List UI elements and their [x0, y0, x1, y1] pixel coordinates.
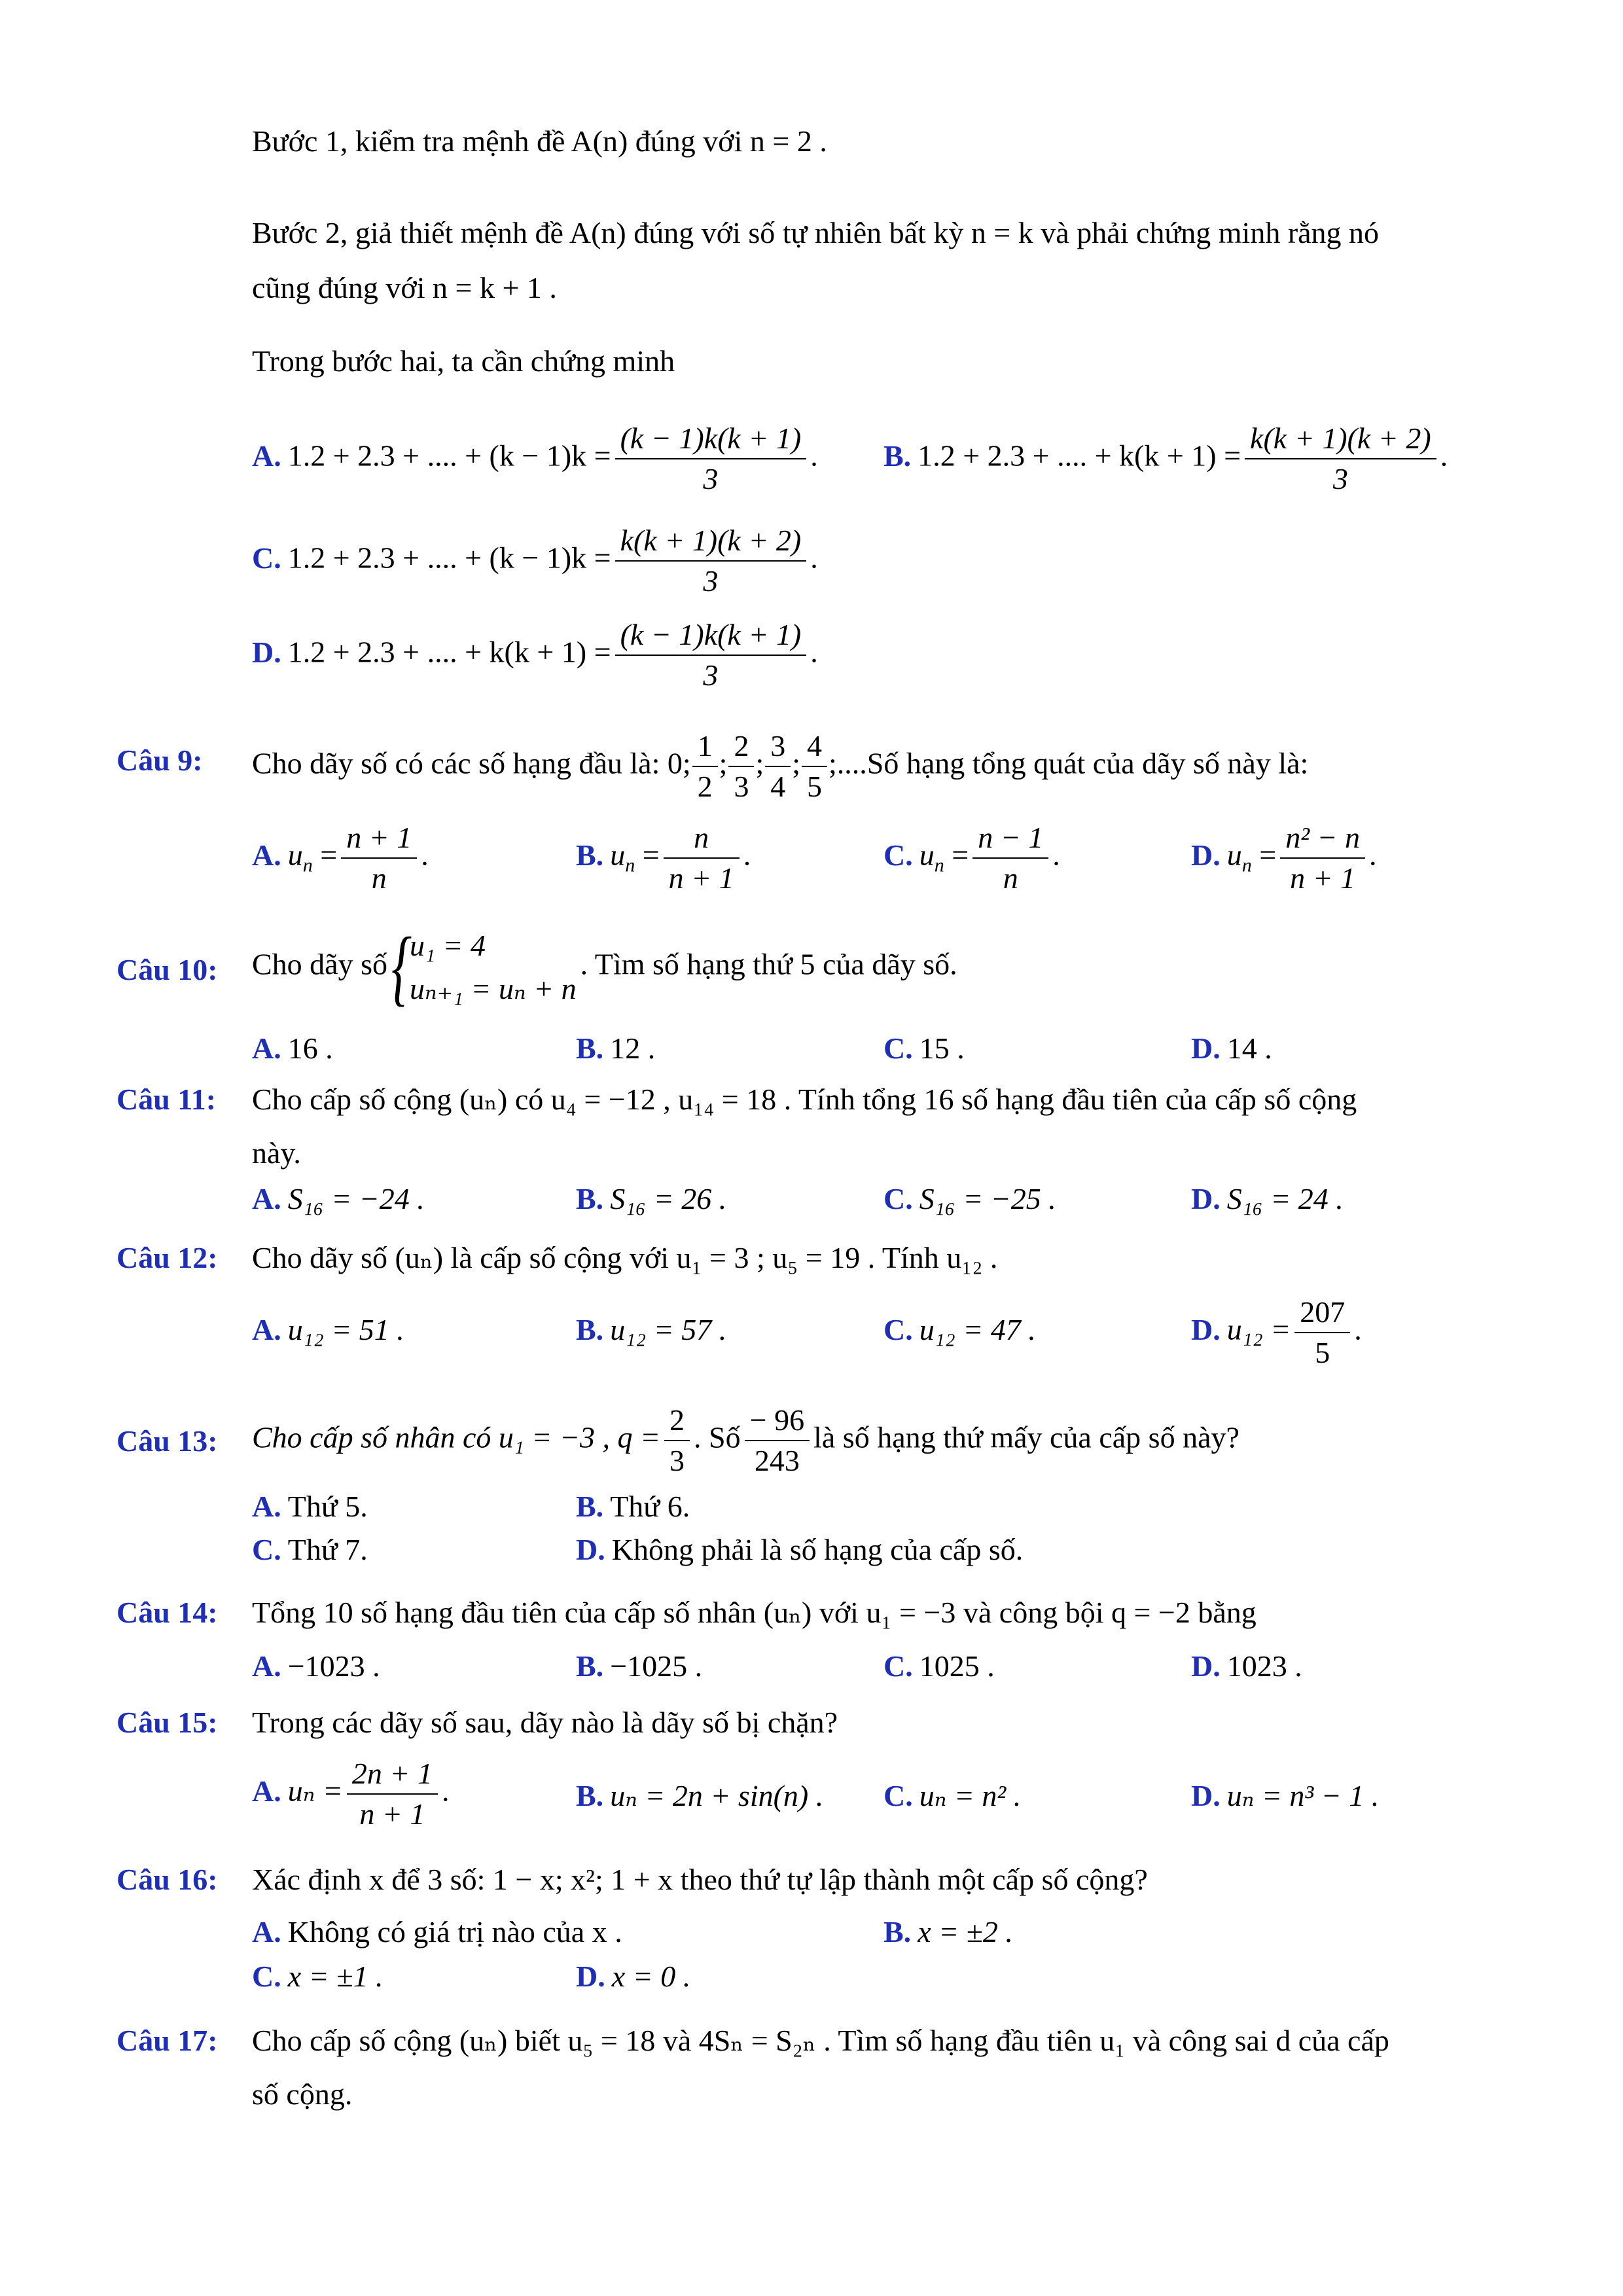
q14-option-c: C. 1025 . — [883, 1649, 995, 1683]
q11-number: Câu 11: — [116, 1083, 217, 1116]
q10-text: Cho dãy số { u₁ = 4 uₙ₊₁ = uₙ + n . Tìm số hạng thứ 5 của dãy số. — [252, 920, 957, 1014]
q15-option-a: A. uₙ = $\frac{2n + 1}{n + 1}$ . — [252, 1754, 449, 1834]
q9-number: Câu 9: — [116, 744, 203, 777]
q9-option-c: C. $u_n$ = $\frac{n - 1}{n}$ . — [883, 818, 1060, 898]
q8-option-a: A. 1.2 + 2.3 + .... + (k − 1)k = $\frac{(k - 1)k(k + 1)}{3}$ . — [252, 419, 818, 499]
q14-option-a: A. −1023 . — [252, 1649, 380, 1683]
q9-text: Cho dãy số có các số hạng đầu là: 0; $\frac{1}{2}$ ; $\frac{2}{3}$ ; $\frac{3}{4}$ ; $\frac{4}{5}$ ;....Số hạng tổng quát của dãy số này là: — [252, 726, 1308, 806]
q14-option-b: B. −1025 . — [576, 1649, 703, 1683]
q16-option-c: C. x = ±1 . — [252, 1960, 383, 1993]
q16-option-d: D. x = 0 . — [576, 1960, 691, 1993]
q10-option-a: A. 16 . — [252, 1031, 333, 1065]
q15-number: Câu 15: — [116, 1706, 218, 1739]
q8-option-c: C. 1.2 + 2.3 + .... + (k − 1)k = $\frac{k(k + 1)(k + 2)}{3}$ . — [252, 521, 818, 601]
q17-line-2: số cộng. — [252, 2077, 353, 2111]
q10-option-c: C. 15 . — [883, 1031, 965, 1065]
q17-line-1: Cho cấp số cộng (uₙ) biết u₅ = 18 và 4Sₙ = S₂ₙ . Tìm số hạng đầu tiên u₁ và công sai d của cấp — [252, 2024, 1389, 2057]
q9-option-a: A. $u_n$ = $\frac{n + 1}{n}$ . — [252, 818, 429, 898]
q13-option-a: A. Thứ 5. — [252, 1490, 368, 1523]
q16-option-a: A. Không có giá trị nào của x . — [252, 1915, 622, 1948]
step-1-text: Bước 1, kiểm tra mệnh đề A(n) đúng với n = 2 . — [252, 124, 827, 158]
q13-text: Cho cấp số nhân có u₁ = −3 , q = $\frac{2}{3}$ . Số $\frac{- 96}{243}$ là số hạng thứ mấy của cấp số này? — [252, 1401, 1240, 1480]
brace-icon: { — [391, 920, 412, 1014]
q10-system: { u₁ = 4 uₙ₊₁ = uₙ + n — [391, 920, 577, 1014]
q13-option-c: C. Thứ 7. — [252, 1533, 368, 1566]
q12-option-a: A. u₁₂ = 51 . — [252, 1313, 404, 1346]
q8-option-b: B. 1.2 + 2.3 + .... + k(k + 1) = $\frac{k(k + 1)(k + 2)}{3}$ . — [883, 419, 1448, 499]
q10-option-b: B. 12 . — [576, 1031, 656, 1065]
step-question: Trong bước hai, ta cần chứng minh — [252, 344, 675, 378]
q11-option-c: C. S₁₆ = −25 . — [883, 1182, 1056, 1215]
q16-text: Xác định x để 3 số: 1 − x; x²; 1 + x theo thứ tự lập thành một cấp số cộng? — [252, 1863, 1148, 1896]
q9-option-d: D. $u_n$ = $\frac{\text{n² − n}}{n + 1}$ . — [1191, 818, 1377, 898]
q12-number: Câu 12: — [116, 1241, 218, 1274]
q14-option-d: D. 1023 . — [1191, 1649, 1302, 1683]
step-2-line-2: cũng đúng với n = k + 1 . — [252, 271, 557, 304]
q11-line-2: này. — [252, 1136, 301, 1170]
q15-option-d: D. uₙ = n³ − 1 . — [1191, 1779, 1380, 1812]
step-2-line-1: Bước 2, giả thiết mệnh đề A(n) đúng với số tự nhiên bất kỳ n = k và phải chứng minh rằng nó — [252, 216, 1380, 249]
q14-text: Tổng 10 số hạng đầu tiên của cấp số nhân (uₙ) với u₁ = −3 và công bội q = −2 bằng — [252, 1596, 1257, 1629]
q13-option-b: B. Thứ 6. — [576, 1490, 690, 1523]
q9-option-b: B. $u_n$ = $\frac{n}{n + 1}$ . — [576, 818, 751, 898]
q14-number: Câu 14: — [116, 1596, 218, 1629]
q11-line-1: Cho cấp số cộng (uₙ) có u₄ = −12 , u₁₄ = 18 . Tính tổng 16 số hạng đầu tiên của cấp số cộng — [252, 1083, 1357, 1116]
q12-option-c: C. u₁₂ = 47 . — [883, 1313, 1036, 1346]
q16-number: Câu 16: — [116, 1863, 218, 1896]
q15-option-c: C. uₙ = n² . — [883, 1779, 1022, 1812]
q13-option-d: D. Không phải là số hạng của cấp số. — [576, 1533, 1024, 1566]
q11-option-a: A. S₁₆ = −24 . — [252, 1182, 425, 1215]
q15-text: Trong các dãy số sau, dãy nào là dãy số bị chặn? — [252, 1706, 838, 1739]
q11-option-d: D. S₁₆ = 24 . — [1191, 1182, 1344, 1215]
q12-option-d: D. u₁₂ = $\frac{207}{5}$ . — [1191, 1293, 1362, 1372]
q11-option-b: B. S₁₆ = 26 . — [576, 1182, 727, 1215]
q12-option-b: B. u₁₂ = 57 . — [576, 1313, 727, 1346]
q12-text: Cho dãy số (uₙ) là cấp số cộng với u₁ = 3 ; u₅ = 19 . Tính u₁₂ . — [252, 1241, 998, 1274]
q8-option-d: D. 1.2 + 2.3 + .... + k(k + 1) = $\frac{(k - 1)k(k + 1)}{3}$ . — [252, 615, 818, 695]
q13-number: Câu 13: — [116, 1424, 218, 1458]
q10-option-d: D. 14 . — [1191, 1031, 1272, 1065]
q10-number: Câu 10: — [116, 953, 218, 986]
q17-number: Câu 17: — [116, 2024, 218, 2057]
q16-option-b: B. x = ±2 . — [883, 1915, 1013, 1948]
q15-option-b: B. uₙ = 2n + sin(n) . — [576, 1779, 824, 1812]
